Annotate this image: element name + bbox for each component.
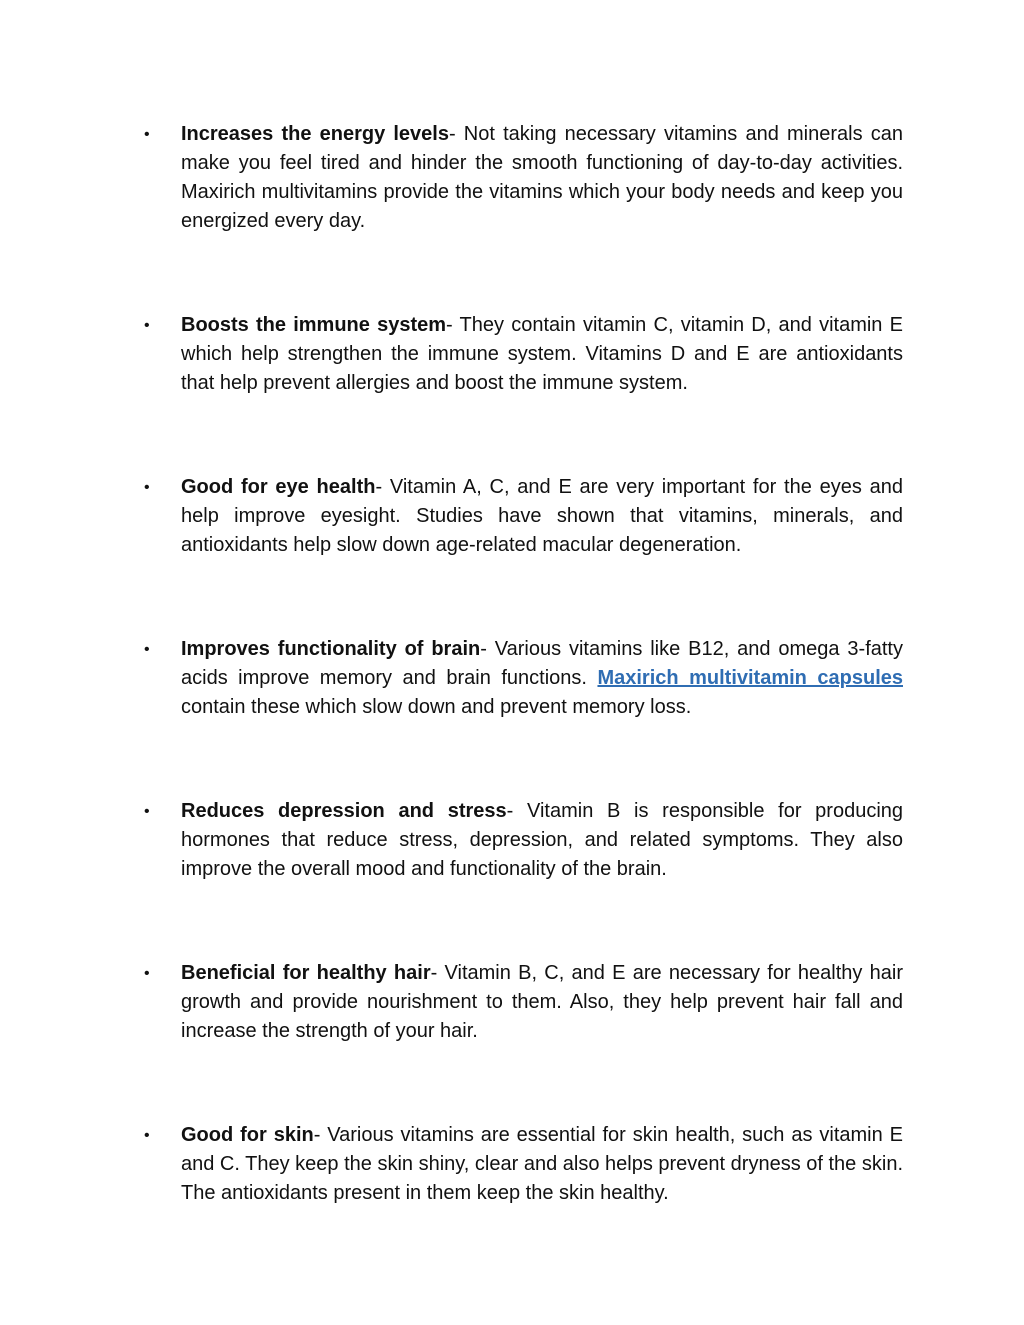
item-text: - Vitamin B, C, and E are necessary for healthy hair growth and provide nourishment to them. Also, they help prevent hair fall and increase the strength of your hair. [181,962,903,1042]
list-item [140,311,903,398]
list-item [140,635,903,722]
item-text: - Various vitamins are essential for skin health, such as vitamin E and C. They keep the skin shiny, clear and also helps prevent dryness of the skin. The antioxidants present in them keep the skin healthy. [181,1124,903,1204]
list-item [140,797,903,884]
item-text: - Not taking necessary vitamins and minerals can make you feel tired and hinder the smooth functioning of day-to-day activities. Maxirich multivitamins provide the vitamins which your body needs and keep you energized every day. [181,123,903,232]
bullet-icon: • [144,479,150,496]
item-heading: Good for eye health [181,476,376,498]
list-item [140,959,903,1046]
item-text: - Vitamin B is responsible for producing hormones that reduce stress, depression, and related symptoms. They also improve the overall mood and functionality of the brain. [181,800,904,880]
item-heading: Beneficial for healthy hair [181,962,431,984]
bullet-icon: • [144,126,150,143]
item-heading: Improves functionality of brain [181,638,481,660]
list-item [140,1121,903,1208]
item-text: - Vitamin A, C, and E are very important for the eyes and help improve eyesight. Studies have shown that vitamins, minerals, and antioxidants help slow down age-related macular degeneration. [181,476,903,556]
bullet-icon: • [144,1127,150,1144]
item-text: - They contain vitamin C, vitamin D, and vitamin E which help strengthen the immune system. Vitamins D and E are antioxidants that help prevent allergies and boost the immune system. [181,314,903,394]
item-heading: Reduces depression and stress [181,800,507,822]
item-heading: Increases the energy levels [181,123,449,145]
item-heading: Good for skin [181,1124,314,1146]
benefits-list [140,120,903,1283]
item-text-after: contain these which slow down and prevent memory loss. [181,696,692,718]
bullet-icon: • [144,965,150,982]
item-heading: Boosts the immune system [181,314,447,336]
maxirich-capsules-link[interactable]: Maxirich multivitamin capsules [597,667,903,689]
list-item [140,473,903,560]
item-text: - Various vitamins like B12, and omega 3-fatty acids improve memory and brain functions. [181,638,903,689]
bullet-icon: • [144,317,150,334]
bullet-icon: • [144,641,150,658]
list-item [140,120,903,236]
bullet-icon: • [144,803,150,820]
